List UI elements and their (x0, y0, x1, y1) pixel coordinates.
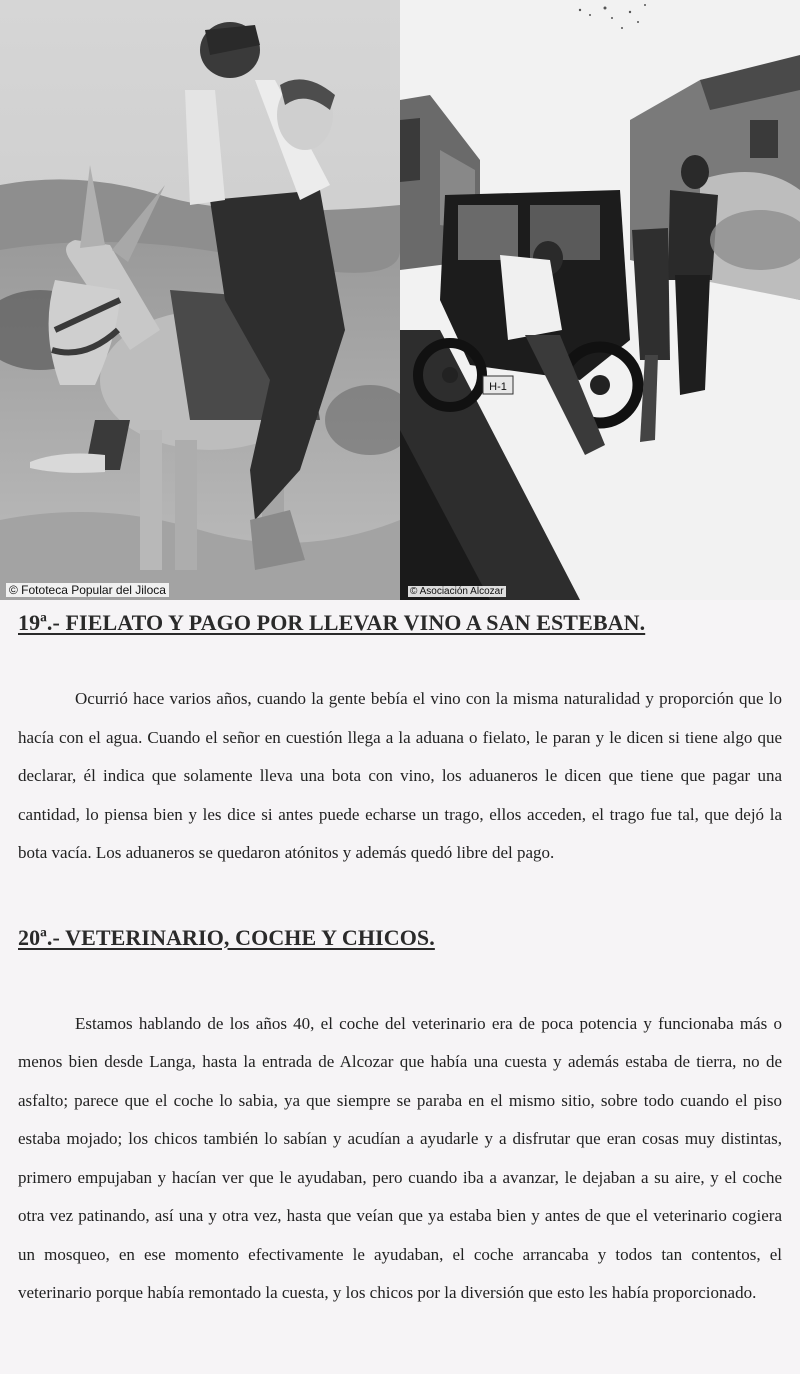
photo-credit-right: © Asociación Alcozar (410, 586, 504, 597)
story-19-text: Ocurrió hace varios años, cuando la gente bebía el vino con la misma naturalidad y proporción que lo hacía con el agua. Cuando el señor en cuestión llega a la aduana o fielato, le paran y le dicen si tiene algo que declarar, él indica que solamente lleva una bota con vino, los aduaneros le dicen que tiene que pagar una cantidad, lo piensa bien y les dice si antes puede echarse un trago, ellos acceden, el trago fue tal, que dejó la bota vacía. Los aduaneros se quedaron atónitos y además quedó libre del pago. (18, 689, 782, 862)
donkey-rider-image (0, 0, 400, 600)
car-boys-image (400, 0, 800, 600)
document-body (0, 600, 800, 1313)
story-20-text: Estamos hablando de los años 40, el coche del veterinario era de poca potencia y funcionaba más o menos bien desde Langa, hasta la entrada de Alcozar que había una cuesta y además estaba de tierra, no de asfalto; parece que el coche lo sabia, ya que siempre se paraba en el mismo sitio, sobre todo cuando el piso estaba mojado; los chicos también lo sabían y acudían a ayudarle y a disfrutar que eran cosas muy distintas, primero empujaban y hacían ver que le ayudaban, pero cuando iba a avanzar, le dejaban a su aire, y el coche otra vez patinando, así una y otra vez, hasta que veían que ya estaba bien y antes de que el veterinario cogiera un mosqueo, en ese momento efectivamente le ayudaban, el coche arrancaba y todos tan contentos, el veterinario porque había remontado la cuesta, y los chicos por la diversión que esto les había proporcionado. (18, 1013, 782, 1302)
photo-car-and-boys (400, 0, 800, 600)
story-20-title: 20ª.- VETERINARIO, COCHE Y CHICOS. (18, 924, 435, 950)
photo-credit-left: © Fototeca Popular del Jiloca (6, 583, 169, 597)
photo-man-on-donkey (0, 0, 400, 600)
story-19-title: 19ª.- FIELATO Y PAGO POR LLEVAR VINO A SAN ESTEBAN. (18, 610, 646, 635)
photo-strip (0, 0, 800, 600)
car-license-plate: H-1 (489, 381, 507, 393)
